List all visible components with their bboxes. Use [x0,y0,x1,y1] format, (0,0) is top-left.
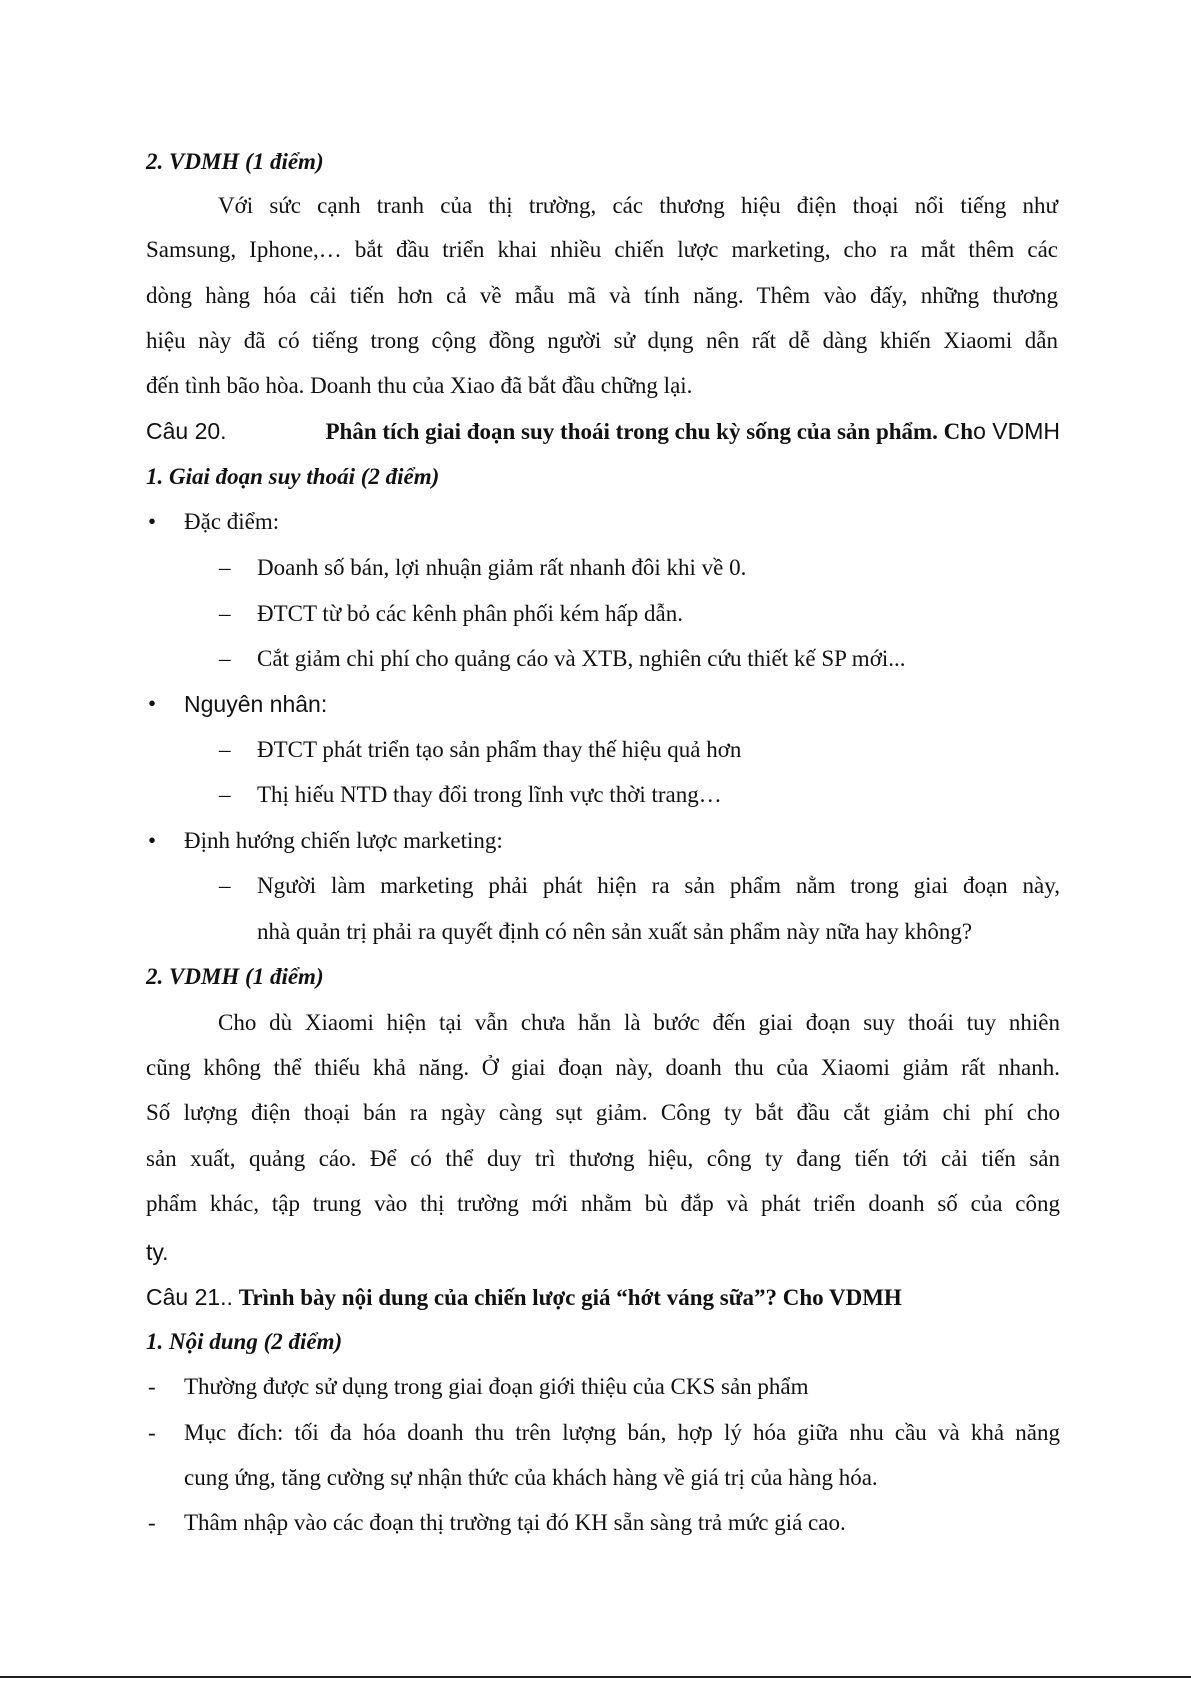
paragraph-line: cũng không thể thiếu khả năng. Ở giai đoạn này, doanh thu của Xiaomi giảm rất nhanh. [146,1055,1060,1080]
dash-marker: – [219,555,231,580]
paragraph-line: Số lượng điện thoại bán ra ngày càng sụt giảm. Công ty bắt đầu cắt giảm chi phí cho [146,1100,1060,1125]
hyphen-marker: - [148,1374,156,1399]
dash-marker: – [219,646,231,671]
list-item-continuation: nhà quản trị phải ra quyết định có nên sản xuất sản phẩm này nữa hay không? [257,919,973,944]
list-item: ĐTCT phát triển tạo sản phẩm thay thế hiệu quả hơn [257,737,742,762]
paragraph-line: đến tình bão hòa. Doanh thu của Xiao đã bắt đầu chững lại. [146,373,693,398]
page-bottom-rule [0,1676,1191,1678]
paragraph-line: hiệu này đã có tiếng trong cộng đồng người sử dụng nên rất dễ dàng khiến Xiaomi dẫn [146,328,1058,353]
subheading-suy-thoai: 1. Giai đoạn suy thoái (2 điểm) [146,464,440,489]
list-item: Thường được sử dụng trong giai đoạn giới thiệu của CKS sản phẩm [184,1374,809,1399]
hyphen-marker: - [148,1420,156,1445]
bullet-dinh-huong: Định hướng chiến lược marketing: [184,828,503,853]
list-item: Doanh số bán, lợi nhuận giảm rất nhanh đôi khi về 0. [257,555,747,580]
dash-marker: – [219,737,231,762]
question-number: Câu 20. [146,418,227,444]
subheading-noi-dung: 1. Nội dung (2 điểm) [146,1329,343,1354]
paragraph-line: Với sức cạnh tranh của thị trường, các thương hiệu điện thoại nổi tiếng như [218,193,1058,218]
bullet-marker: • [148,828,157,853]
section-heading-vdmh: 2. VDMH (1 điểm) [146,149,324,174]
bullet-marker: • [148,691,157,716]
question-text: Trình bày nội dung của chiến lược giá “hớt váng sữa”? Cho VDMH [238,1285,902,1310]
question-text-suffix: o VDMH [973,418,1060,444]
list-item: ĐTCT từ bỏ các kênh phân phối kém hấp dẫn. [257,601,683,626]
dash-marker: – [219,873,231,898]
question-21-title [146,1283,902,1312]
question-20-title [146,417,1060,446]
question-number: Câu 21.. [146,1284,233,1310]
paragraph-line: ty. [146,1239,169,1265]
paragraph-line: Samsung, Iphone,… bắt đầu triển khai nhiều chiến lược marketing, cho ra mắt thêm các [146,237,1058,262]
hyphen-marker: - [148,1510,156,1535]
list-item: Thâm nhập vào các đoạn thị trường tại đó KH sẵn sàng trả mức giá cao. [184,1510,846,1535]
dash-marker: – [219,782,231,807]
paragraph-line: dòng hàng hóa cải tiến hơn cả về mẫu mã và tính năng. Thêm vào đấy, những thương [146,283,1058,308]
subheading-vdmh: 2. VDMH (1 điểm) [146,964,324,989]
list-item: Người làm marketing phải phát hiện ra sản phẩm nằm trong giai đoạn này, [257,873,1060,898]
list-item: Mục đích: tối đa hóa doanh thu trên lượng bán, hợp lý hóa giữa nhu cầu và khả năng [184,1420,1060,1445]
bullet-dac-diem: Đặc điểm: [184,509,280,534]
paragraph-line: Cho dù Xiaomi hiện tại vẫn chưa hẳn là bước đến giai đoạn suy thoái tuy nhiên [218,1010,1060,1035]
paragraph-line: phẩm khác, tập trung vào thị trường mới nhằm bù đắp và phát triển doanh số của công [146,1191,1060,1216]
bullet-nguyen-nhan: Nguyên nhân: [184,691,328,717]
dash-marker: – [219,601,231,626]
list-item-continuation: cung ứng, tăng cường sự nhận thức của khách hàng về giá trị của hàng hóa. [184,1465,878,1490]
question-text: Phân tích giai đoạn suy thoái trong chu kỳ sống của sản phẩm. Ch [325,419,974,444]
bullet-marker: • [148,509,157,534]
paragraph-line: sản xuất, quảng cáo. Để có thể duy trì thương hiệu, công ty đang tiến tới cải tiến sản [146,1146,1060,1171]
list-item: Thị hiếu NTD thay đổi trong lĩnh vực thời trang… [257,782,722,807]
list-item: Cắt giảm chi phí cho quảng cáo và XTB, nghiên cứu thiết kế SP mới... [257,646,906,671]
